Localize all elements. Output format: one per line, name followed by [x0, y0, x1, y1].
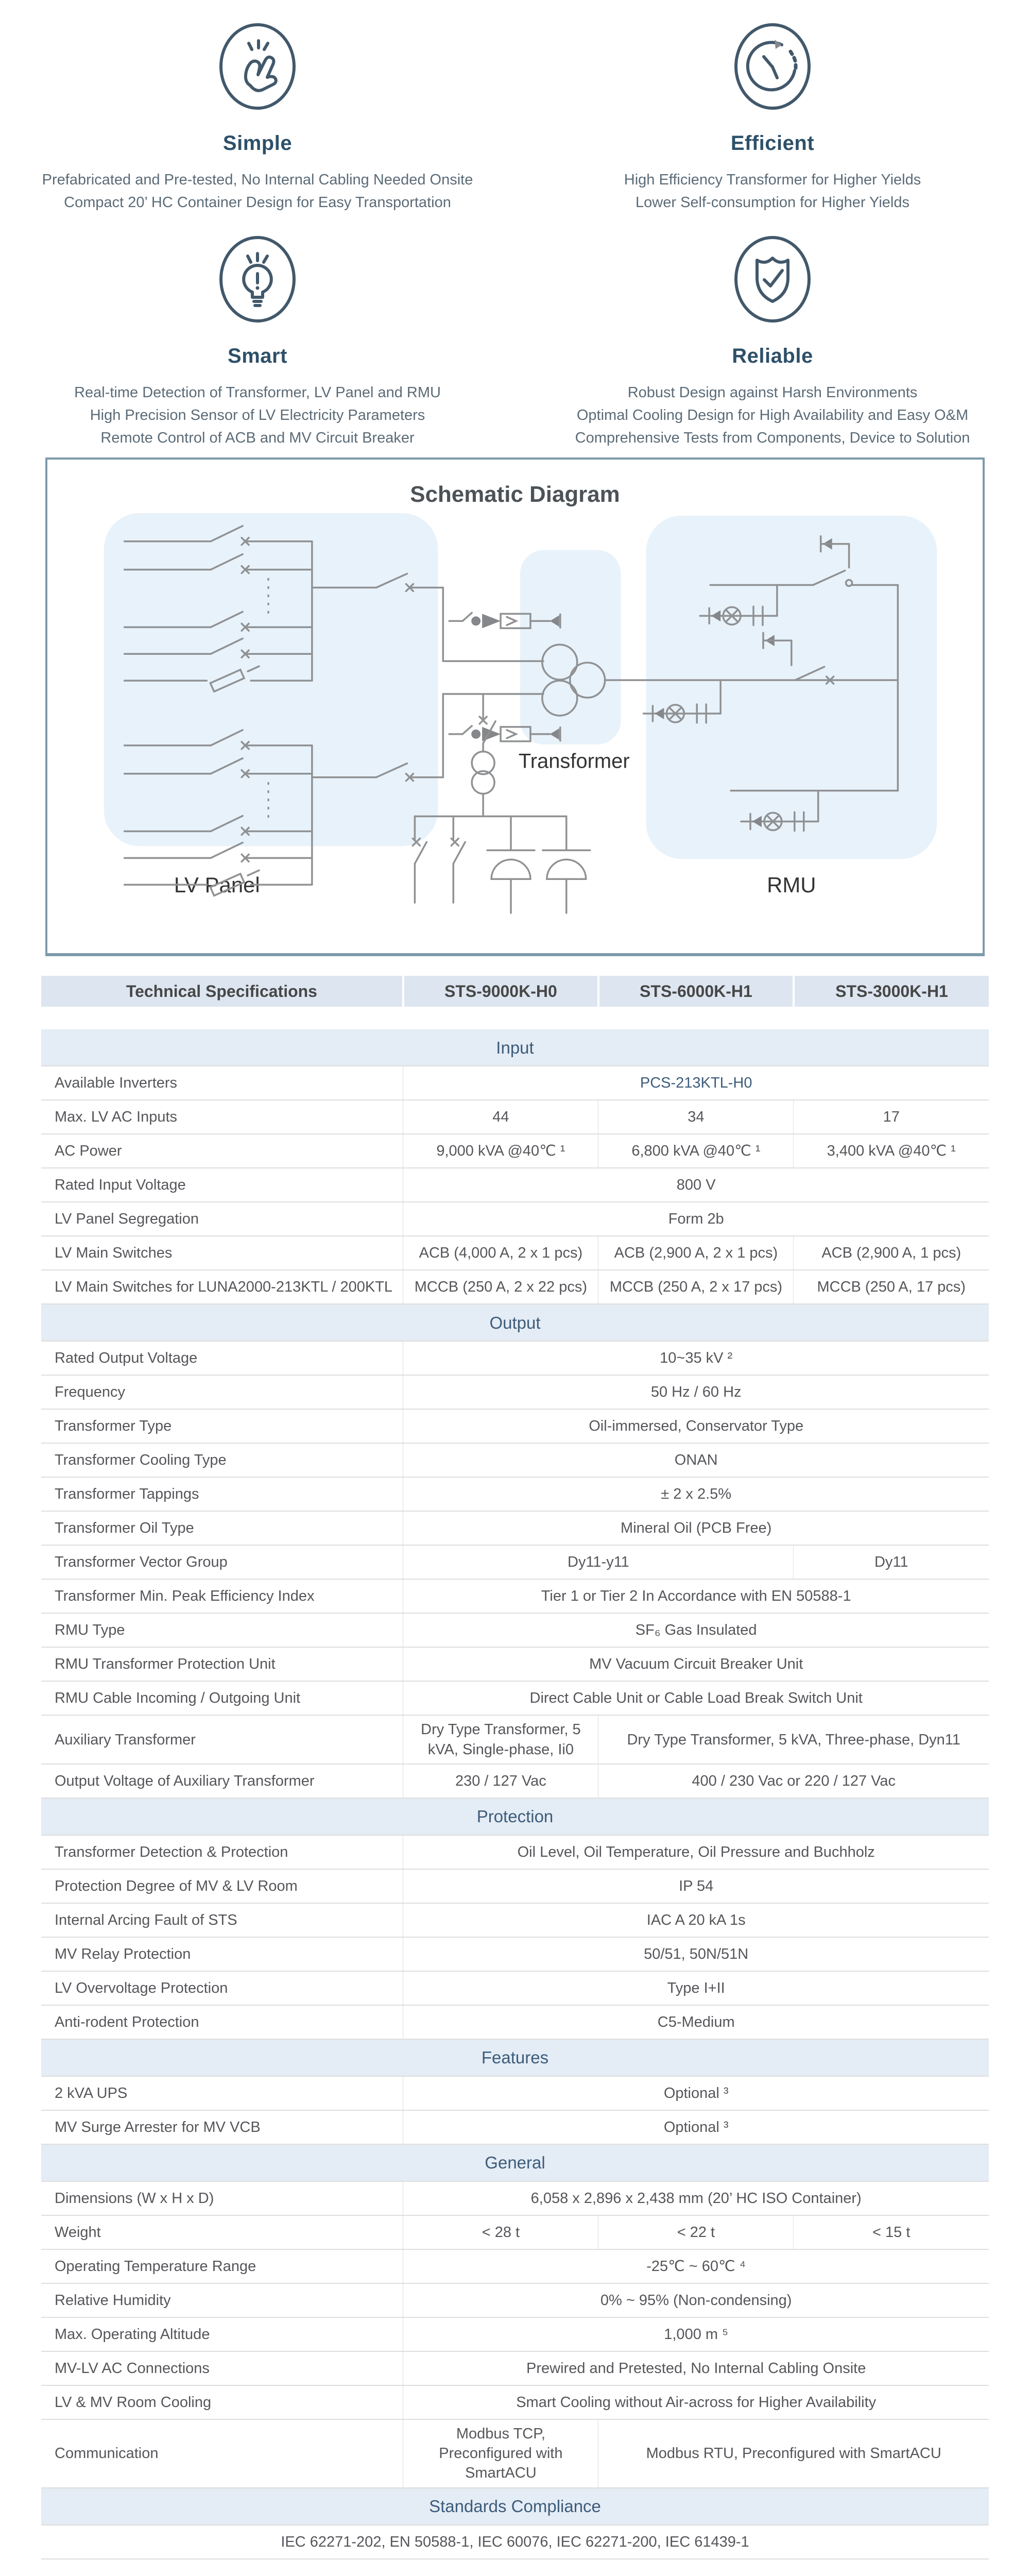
section-band: Input: [41, 1029, 989, 1066]
schematic-svg: [47, 460, 983, 953]
table-row: [41, 2110, 989, 2144]
spec-value-cell: 50/51, 50N/51N: [403, 1937, 989, 1971]
schematic-diagram: [45, 457, 985, 956]
spec-value-cell: -25℃ ~ 60℃ ⁴: [403, 2249, 989, 2283]
spec-label-cell: LV Overvoltage Protection: [41, 1971, 403, 2005]
spec-label-cell: Anti-rodent Protection: [41, 2005, 403, 2039]
spec-value-cell: IAC A 20 kA 1s: [403, 1903, 989, 1937]
table-row: [41, 1236, 989, 1270]
spec-value-cell: Tier 1 or Tier 2 In Accordance with EN 50588-1: [403, 1579, 989, 1613]
spec-value-cell: 10~35 kV ²: [403, 1341, 989, 1375]
header-cell-title: Technical Specifications: [41, 976, 403, 1007]
shield-check-icon: [733, 234, 813, 327]
table-row: [41, 1545, 989, 1579]
spec-value-cell: Optional ³: [403, 2110, 989, 2144]
spec-value-cell: 50 Hz / 60 Hz: [403, 1375, 989, 1409]
spec-label-cell: Max. Operating Altitude: [41, 2317, 403, 2351]
table-row: [41, 1715, 989, 1764]
spec-label-cell: MV Relay Protection: [41, 1937, 403, 1971]
section-band-row: [41, 2144, 989, 2181]
spec-label-cell: Dimensions (W x H x D): [41, 2181, 403, 2215]
spec-value-cell: IEC 62271-202, EN 50588-1, IEC 60076, IEC 62271-200, IEC 61439-1: [41, 2525, 989, 2559]
spec-label-cell: RMU Cable Incoming / Outgoing Unit: [41, 1681, 403, 1715]
table-row: [41, 2385, 989, 2419]
table-row: [41, 1903, 989, 1937]
table-row: [41, 2249, 989, 2283]
spec-label-cell: Weight: [41, 2215, 403, 2249]
section-band-row: [41, 2488, 989, 2525]
spec-value-cell: Mineral Oil (PCB Free): [403, 1511, 989, 1545]
spec-value-cell: Dry Type Transformer, 5 kVA, Three-phase, Dyn11: [598, 1715, 989, 1764]
spec-label-cell: AC Power: [41, 1134, 403, 1168]
table-row: [41, 2283, 989, 2317]
spec-value-cell: 9,000 kVA @40℃ ¹: [403, 1134, 598, 1168]
table-row: [41, 1869, 989, 1903]
feature-card-smart: [0, 234, 515, 449]
spec-value-cell: SF₆ Gas Insulated: [403, 1613, 989, 1647]
spec-header-table: [41, 976, 989, 1007]
spec-value-cell: ONAN: [403, 1443, 989, 1477]
table-row: [41, 2005, 989, 2039]
spec-label-cell: RMU Transformer Protection Unit: [41, 1647, 403, 1681]
table-row: [41, 1511, 989, 1545]
feature-card-efficient: [515, 22, 1030, 214]
feature-line: Lower Self-consumption for Higher Yields: [636, 194, 909, 211]
spec-label-cell: Transformer Type: [41, 1409, 403, 1443]
table-row: [41, 2317, 989, 2351]
spec-value-cell: 6,800 kVA @40℃ ¹: [598, 1134, 794, 1168]
spec-value-cell: Dy11: [794, 1545, 989, 1579]
spec-value-cell: IP 54: [403, 1869, 989, 1903]
spec-label-cell: Transformer Oil Type: [41, 1511, 403, 1545]
spec-label-cell: 2 kVA UPS: [41, 2076, 403, 2110]
spec-value-cell: Oil-immersed, Conservator Type: [403, 1409, 989, 1443]
spec-table-section: [41, 976, 989, 2559]
spec-label-cell: Transformer Cooling Type: [41, 1443, 403, 1477]
spec-label-cell: Relative Humidity: [41, 2283, 403, 2317]
spec-label-cell: Transformer Tappings: [41, 1477, 403, 1511]
section-band: Output: [41, 1304, 989, 1341]
section-band-row: [41, 1304, 989, 1341]
table-row: [41, 2419, 989, 2488]
table-row: [41, 2181, 989, 2215]
spec-value-cell: Smart Cooling without Air-across for Higher Availability: [403, 2385, 989, 2419]
section-band: Protection: [41, 1798, 989, 1835]
table-row: [41, 1764, 989, 1798]
header-cell-model-1: STS-9000K-H0: [403, 976, 598, 1007]
table-row: [41, 1647, 989, 1681]
feature-card-reliable: [515, 234, 1030, 449]
section-band-row: [41, 1798, 989, 1835]
feature-card-simple: [0, 22, 515, 214]
feature-title: Reliable: [732, 345, 813, 368]
spec-value-cell: 34: [598, 1100, 794, 1134]
spec-label-cell: Frequency: [41, 1375, 403, 1409]
table-row: [41, 1971, 989, 2005]
table-row: [41, 1835, 989, 1869]
table-row: [41, 1409, 989, 1443]
spec-label-cell: Transformer Min. Peak Efficiency Index: [41, 1579, 403, 1613]
spec-label-cell: Transformer Vector Group: [41, 1545, 403, 1579]
feature-line: Compact 20’ HC Container Design for Easy Transportation: [64, 194, 451, 211]
spec-value-cell: Optional ³: [403, 2076, 989, 2110]
spec-value-cell: Type I+II: [403, 1971, 989, 2005]
spec-value-cell: Oil Level, Oil Temperature, Oil Pressure and Buchholz: [403, 1835, 989, 1869]
spec-label-cell: Output Voltage of Auxiliary Transformer: [41, 1764, 403, 1798]
feature-title: Simple: [222, 132, 293, 155]
spec-value-cell: < 15 t: [794, 2215, 989, 2249]
schematic-title: Schematic Diagram: [410, 482, 620, 507]
lv-panel-block: [104, 513, 438, 846]
feature-line: Comprehensive Tests from Components, Device to Solution: [575, 430, 970, 447]
spec-value-cell: Prewired and Pretested, No Internal Cabling Onsite: [403, 2351, 989, 2385]
spec-value-cell: Modbus RTU, Preconfigured with SmartACU: [598, 2419, 989, 2488]
spec-label-cell: Transformer Detection & Protection: [41, 1835, 403, 1869]
spec-label-cell: Rated Output Voltage: [41, 1341, 403, 1375]
table-row: [41, 1202, 989, 1236]
table-row: [41, 1341, 989, 1375]
table-row: [41, 1134, 989, 1168]
spec-value-cell: MCCB (250 A, 2 x 17 pcs): [598, 1270, 794, 1304]
section-band-row: [41, 2039, 989, 2076]
feature-line: Real-time Detection of Transformer, LV Panel and RMU: [74, 384, 441, 401]
spec-value-cell: PCS-213KTL-H0: [403, 1066, 989, 1100]
feature-line: Optimal Cooling Design for High Availability and Easy O&M: [576, 407, 969, 424]
section-band: General: [41, 2144, 989, 2181]
spec-value-cell: 1,000 m ⁵: [403, 2317, 989, 2351]
spec-label-cell: Protection Degree of MV & LV Room: [41, 1869, 403, 1903]
clock-efficiency-icon: [733, 22, 813, 114]
feature-line: Robust Design against Harsh Environments: [627, 384, 918, 401]
table-row: [41, 1579, 989, 1613]
table-row: [41, 1100, 989, 1134]
spec-label-cell: Max. LV AC Inputs: [41, 1100, 403, 1134]
finger-snap-icon: [218, 22, 298, 114]
spec-value-cell: ACB (2,900 A, 1 pcs): [794, 1236, 989, 1270]
feature-line: Prefabricated and Pre-tested, No Internal Cabling Needed Onsite: [42, 172, 473, 188]
feature-title: Efficient: [730, 132, 815, 155]
spec-value-cell: 44: [403, 1100, 598, 1134]
spec-value-cell: < 22 t: [598, 2215, 794, 2249]
lightbulb-icon: [218, 234, 298, 327]
table-row: [41, 1613, 989, 1647]
spec-label-cell: MV-LV AC Connections: [41, 2351, 403, 2385]
spec-label-cell: LV & MV Room Cooling: [41, 2385, 403, 2419]
spec-table: [41, 1029, 989, 2559]
spec-value-cell: < 28 t: [403, 2215, 598, 2249]
header-cell-model-2: STS-6000K-H1: [598, 976, 794, 1007]
table-header-row: [41, 976, 989, 1007]
header-cell-model-3: STS-3000K-H1: [794, 976, 989, 1007]
spec-value-cell: ± 2 x 2.5%: [403, 1477, 989, 1511]
spec-value-cell: Form 2b: [403, 1202, 989, 1236]
table-row: [41, 1375, 989, 1409]
spec-value-cell: MCCB (250 A, 17 pcs): [794, 1270, 989, 1304]
spec-value-cell: Direct Cable Unit or Cable Load Break Switch Unit: [403, 1681, 989, 1715]
transformer-block: [520, 550, 621, 744]
spec-value-cell: Modbus TCP, Preconfigured with SmartACU: [403, 2419, 598, 2488]
spec-value-cell: 0% ~ 95% (Non-condensing): [403, 2283, 989, 2317]
spec-label-cell: LV Main Switches for LUNA2000-213KTL / 200KTL: [41, 1270, 403, 1304]
table-row: [41, 2525, 989, 2559]
section-band: Features: [41, 2039, 989, 2076]
feature-line: High Efficiency Transformer for Higher Yields: [624, 172, 921, 188]
spec-label-cell: Auxiliary Transformer: [41, 1715, 403, 1764]
spec-label-cell: Communication: [41, 2419, 403, 2488]
table-row: [41, 2215, 989, 2249]
rmu-label: RMU: [767, 873, 816, 897]
spec-label-cell: Operating Temperature Range: [41, 2249, 403, 2283]
spec-value-cell: MV Vacuum Circuit Breaker Unit: [403, 1647, 989, 1681]
table-row: [41, 1443, 989, 1477]
spec-value-cell: C5-Medium: [403, 2005, 989, 2039]
transformer-label: Transformer: [518, 750, 630, 773]
spec-value-cell: 6,058 x 2,896 x 2,438 mm (20’ HC ISO Container): [403, 2181, 989, 2215]
spec-label-cell: Rated Input Voltage: [41, 1168, 403, 1202]
spec-label-cell: LV Main Switches: [41, 1236, 403, 1270]
spec-label-cell: RMU Type: [41, 1613, 403, 1647]
section-band-row: [41, 1029, 989, 1066]
spec-value-cell: ACB (4,000 A, 2 x 1 pcs): [403, 1236, 598, 1270]
table-row: [41, 1681, 989, 1715]
spec-value-cell: Dy11-y11: [403, 1545, 794, 1579]
spec-value-cell: Dry Type Transformer, 5 kVA, Single-phase, Ii0: [403, 1715, 598, 1764]
feature-line: Remote Control of ACB and MV Circuit Breaker: [100, 430, 415, 447]
spec-label-cell: MV Surge Arrester for MV VCB: [41, 2110, 403, 2144]
spec-value-cell: 3,400 kVA @40℃ ¹: [794, 1134, 989, 1168]
spec-table-body: [41, 1029, 989, 2558]
table-row: [41, 1066, 989, 1100]
spec-value-cell: 800 V: [403, 1168, 989, 1202]
feature-line: High Precision Sensor of LV Electricity Parameters: [90, 407, 425, 424]
feature-title: Smart: [228, 345, 287, 368]
spec-value-cell: ACB (2,900 A, 2 x 1 pcs): [598, 1236, 794, 1270]
spec-label-cell: Available Inverters: [41, 1066, 403, 1100]
table-row: [41, 2351, 989, 2385]
spec-value-cell: 230 / 127 Vac: [403, 1764, 598, 1798]
feature-grid: [0, 0, 1030, 449]
spec-value-cell: MCCB (250 A, 2 x 22 pcs): [403, 1270, 598, 1304]
rmu-block: [646, 516, 937, 859]
table-row: [41, 1477, 989, 1511]
spec-label-cell: LV Panel Segregation: [41, 1202, 403, 1236]
spec-label-cell: Internal Arcing Fault of STS: [41, 1903, 403, 1937]
spec-value-cell: 400 / 230 Vac or 220 / 127 Vac: [598, 1764, 989, 1798]
table-row: [41, 2076, 989, 2110]
spec-value-cell: 17: [794, 1100, 989, 1134]
table-row: [41, 1168, 989, 1202]
section-band: Standards Compliance: [41, 2488, 989, 2525]
table-row: [41, 1270, 989, 1304]
table-row: [41, 1937, 989, 1971]
